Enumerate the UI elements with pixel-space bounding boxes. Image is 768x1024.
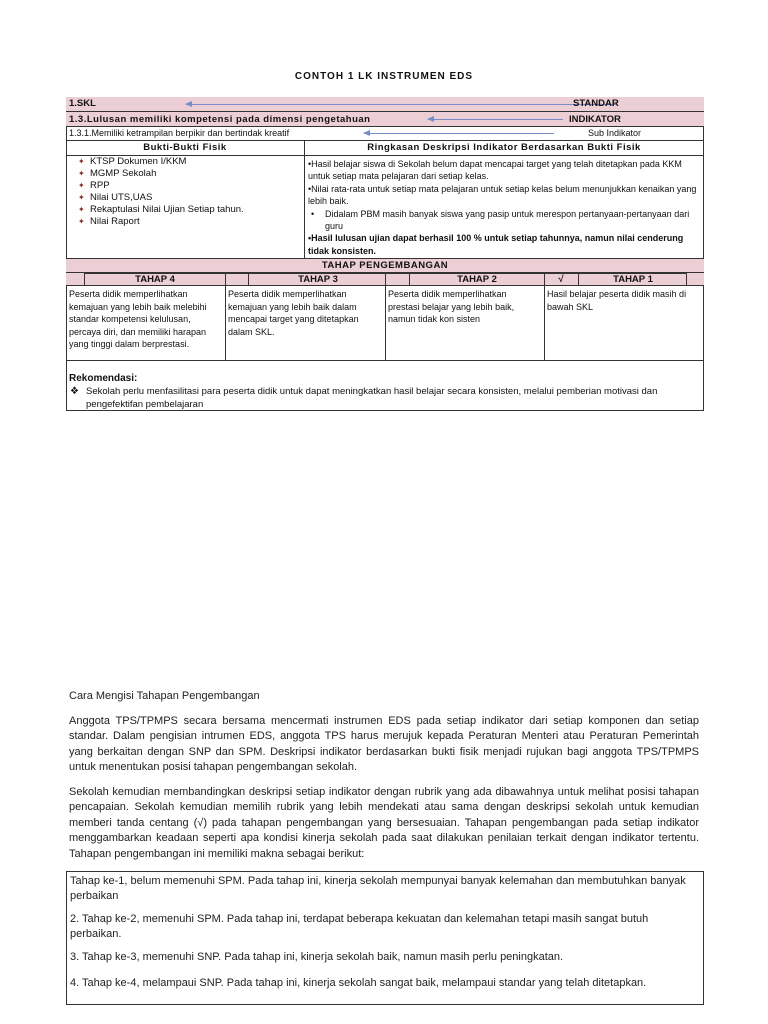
tahap3-header: TAHAP 3 (298, 274, 338, 285)
bukti-list (72, 156, 302, 228)
tahap4-header: TAHAP 4 (135, 274, 175, 285)
ringkasan-p3: Didalam PBM masih banyak siswa yang pasip untuk merespon pertanyaan-pertanyaan dari guru (325, 208, 690, 232)
tahap-divider (409, 273, 410, 286)
list-item: ✦ Nilai Raport (72, 216, 302, 228)
paragraph-2: Sekolah kemudian membandingkan deskripsi setiap indikator dengan rubrik yang ada dibawahnya untuk melihat posisi tahapan pencapaian. Sekolah kemudian memilih rubrik yang lebih mendekati atau sama dengan deskripsi sekolah untuk kemudian memberi tanda centang (√) pada tahapan pengembangan yang bersesuaian. Tahapan pengembangan pada setiap indikator menggambarkan keadaan seperti apa kondisi kinerja sekolah pada saat dilakukan penilaian terkait dengan indikator tertentu. Tahapan pengembangan ini memiliki makna sebagai berikut: (69, 786, 699, 860)
tahap-item-3: 3. Tahap ke-3, memenuhi SNP. Pada tahap ini, kinerja sekolah baik, namun masih perlu peningkatan. (70, 951, 564, 963)
standar-label: STANDAR (573, 98, 619, 109)
bullet-icon: • (311, 208, 315, 219)
tahap1-header: TAHAP 1 (613, 274, 653, 285)
lulusan-label: 1.3.Lulusan memiliki kompetensi pada dimensi pengetahuan (69, 114, 371, 125)
paragraph-1: Anggota TPS/TPMPS secara bersama mencermati instrumen EDS pada setiap indikator dari setiap komponen dan setiap standar. Dalam pengisian intrumen EDS, anggota TPS harus merujuk kepada Peraturan Menteri atau Peraturan Pemerintah yang berkaitan dengan SNP dan SPM. Deskripsi indikator berdasarkan bukti fisik menjadi rujukan bagi anggota TPS/TPMPS untuk menentukan posisi tahapan pengembangan sekolah. (69, 715, 699, 774)
tahap-item-4: 4. Tahap ke-4, melampaui SNP. Pada tahap ini, kinerja sekolah sangat baik, melampaui standar yang telah ditetapkan. (70, 977, 647, 989)
indikator-label: INDIKATOR (569, 114, 621, 125)
list-item: ✦ Nilai UTS,UAS (72, 192, 302, 204)
section-heading: Cara Mengisi Tahapan Pengembangan (69, 690, 260, 702)
row-headers (66, 141, 704, 156)
tahap2-desc: Peserta didik memperlihatkan prestasi belajar yang lebih baik, namun tidak kon sisten (388, 289, 515, 325)
skl-label: 1.SKL (69, 98, 96, 109)
row-divider (66, 360, 704, 361)
column-divider (304, 141, 305, 258)
tahap-item-1: Tahap ke-1, belum memenuhi SPM. Pada tahap ini, kinerja sekolah mempunyai banyak kelemahan dan membutuhkan banyak perbaikan (70, 875, 686, 902)
ringkasan-p4: •Hasil lulusan ujian dapat berhasil 100 % untuk setiap tahunnya, namun nilai cenderung tidak konsisten. (308, 233, 684, 256)
bukti-header: Bukti-Bukti Fisik (143, 142, 227, 153)
tahap-divider (84, 273, 85, 286)
tahap-divider (686, 273, 687, 286)
document-title: CONTOH 1 LK INSTRUMEN EDS (294, 71, 474, 82)
tahap2-header: TAHAP 2 (457, 274, 497, 285)
tahap-divider (578, 273, 579, 286)
tahap-item-2: 2. Tahap ke-2, memenuhi SPM. Pada tahap ini, terdapat beberapa kekuatan dan kelemahan tetapi masih sangat butuh perbaikan. (70, 913, 649, 940)
row-tahap-title (66, 258, 704, 273)
sub-indikator-text: 1.3.1.Memiliki ketrampilan berpikir dan bertindak kreatif (69, 128, 290, 138)
tahap3-desc: Peserta didik memperlihatkan kemajuan yang lebih baik dalam mencapai target yang ditetapkan dalam SKL. (228, 289, 359, 337)
arrow-left-icon (428, 119, 563, 120)
ringkasan-header: Ringkasan Deskripsi Indikator Berdasarkan Bukti Fisik (367, 142, 641, 153)
ringkasan-content (308, 158, 700, 257)
arrow-left-icon (186, 104, 616, 105)
rekomendasi-text: Sekolah perlu menfasilitasi para peserta didik untuk dapat meningkatkan hasil belajar secara konsisten, melalui pemberian motivasi dan pengefektifan pembelajaran (86, 386, 658, 410)
tahap-divider (248, 273, 249, 286)
check-mark-icon: √ (558, 274, 564, 285)
list-item: ✦ KTSP Dokumen I/KKM (72, 156, 302, 168)
arrow-left-icon (364, 133, 554, 134)
tahap-title: TAHAP PENGEMBANGAN (321, 260, 449, 271)
row-lulusan (66, 112, 704, 127)
row-skl (66, 97, 704, 112)
ringkasan-p2: •Nilai rata-rata untuk setiap mata pelajaran untuk setiap kelas belum menunjukkan kenaikan yang lebih baik. (308, 183, 697, 207)
ringkasan-p1: •Hasil belajar siswa di Sekolah belum dapat mencapai target yang telah ditetapkan pada KKM untuk setiap mata pelajaran dari setiap kelas. (308, 159, 682, 182)
rekomendasi-label: Rekomendasi: (69, 373, 138, 384)
list-item: ✦ MGMP Sekolah (72, 168, 302, 180)
list-item: ✦ RPP (72, 180, 302, 192)
diamond-bullet-icon: ❖ (70, 386, 79, 397)
list-item: ✦ Rekaptulasi Nilai Ujian Setiap tahun. (72, 204, 302, 216)
sub-indikator-label: Sub Indikator (588, 128, 642, 138)
tahap4-desc: Peserta didik memperlihatkan kemajuan yang lebih baik melebihi standar kompetensi kelulusan, percaya diri, dan memiliki harapan yang tinggi dalam berprestasi. (69, 289, 207, 350)
tahap1-desc: Hasil belajar peserta didik masih di bawah SKL (547, 289, 687, 312)
row-sub-indikator (66, 127, 704, 141)
